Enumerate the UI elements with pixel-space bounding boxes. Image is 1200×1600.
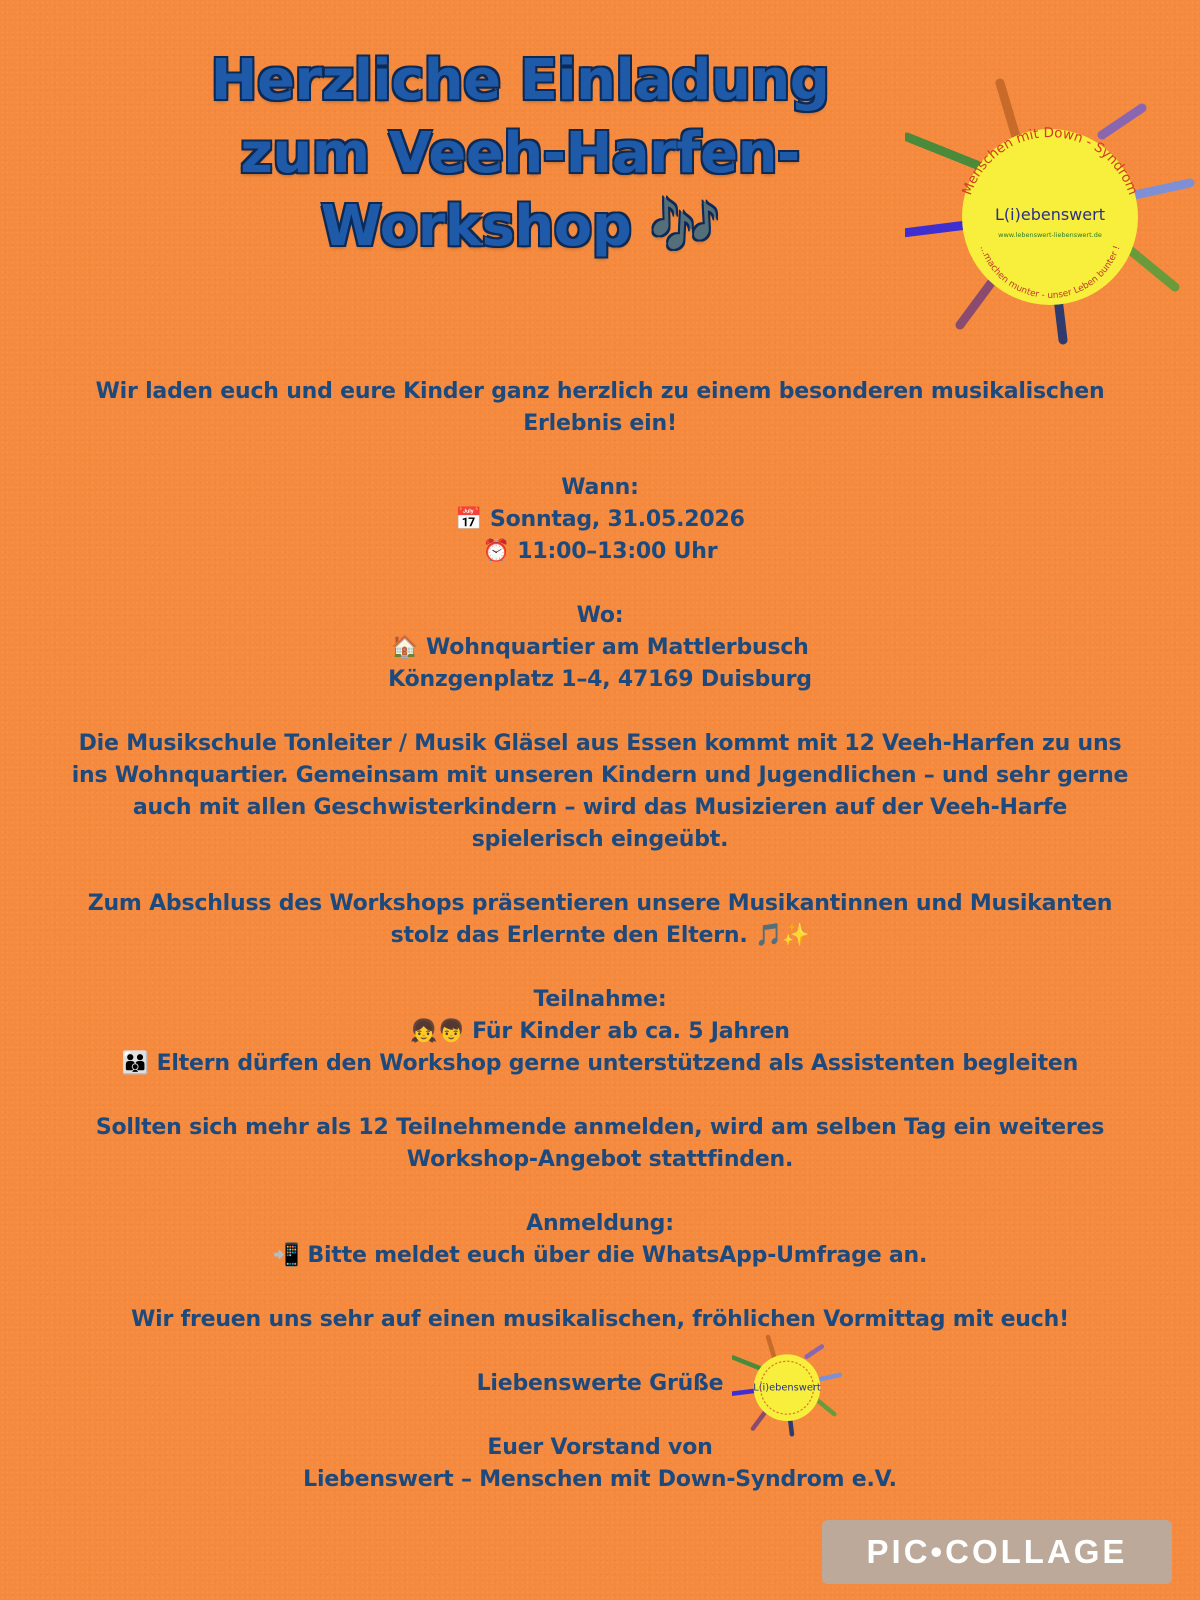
event-date: Sonntag, 31.05.2026: [489, 507, 745, 532]
alarm-clock-icon: ⏰: [482, 539, 510, 564]
farewell-paragraph: [40, 1304, 1160, 1336]
where-heading: Wo:: [576, 603, 624, 628]
extra-line-2: Workshop-Angebot stattfinden.: [406, 1147, 794, 1172]
description-line-1: Die Musikschule Tonleiter / Musik Gläsel aus Essen kommt mit 12 Veeh-Harfen zu uns: [78, 731, 1122, 756]
page-title: [150, 44, 890, 263]
logo-url: www.lebenswert-liebenswert.de: [998, 231, 1102, 239]
title-line-2: zum Veeh-Harfen-: [240, 121, 800, 186]
closing-line-1: Zum Abschluss des Workshops präsentieren unsere Musikantinnen und Musikanten: [87, 891, 1113, 916]
event-place: Wohnquartier am Mattlerbusch: [426, 635, 809, 660]
extra-paragraph: [40, 1112, 1160, 1176]
family-icon: 👪: [121, 1051, 150, 1076]
piccollage-watermark: PIC•COLLAGE: [822, 1520, 1172, 1584]
description-line-3: auch mit allen Geschwisterkindern – wird das Musizieren auf der Veeh-Harfe: [132, 795, 1068, 820]
closing-paragraph: [40, 888, 1160, 952]
event-time: 11:00–13:00 Uhr: [517, 539, 718, 564]
title-line-3: Workshop 🎶: [320, 194, 720, 259]
signature: [40, 1432, 1160, 1496]
when-section: [40, 472, 1160, 568]
house-icon: 🏠: [391, 635, 419, 660]
logo-name: L(i)ebenswert: [995, 205, 1105, 224]
intro-line-1: Wir laden euch und eure Kinder ganz herzlich zu einem besonderen musikalischen: [95, 379, 1105, 404]
intro-paragraph: [40, 376, 1160, 440]
small-logo-name: L(i)ebenswert: [753, 1382, 821, 1394]
description-line-2: ins Wohnquartier. Gemeinsam mit unseren Kindern und Jugendlichen – und sehr gerne: [71, 763, 1129, 788]
when-heading: Wann:: [561, 475, 639, 500]
liebenswert-sun-logo: [905, 75, 1195, 350]
intro-line-2: Erlebnis ein!: [523, 411, 677, 436]
invitation-body: [40, 376, 1160, 1528]
calendar-icon: 📅: [455, 507, 483, 532]
participation-kids: Für Kinder ab ca. 5 Jahren: [472, 1019, 790, 1044]
logo-arc-bottom-text: ...machen munter - unser Leben bunter !: [977, 244, 1123, 302]
extra-line-1: Sollten sich mehr als 12 Teilnehmende anmelden, wird am selben Tag ein weiteres: [95, 1115, 1105, 1140]
participation-section: [40, 984, 1160, 1080]
music-sparkles-icon: 🎵✨: [754, 923, 810, 948]
signature-line-1: Euer Vorstand von: [487, 1435, 713, 1460]
registration-heading: Anmeldung:: [526, 1211, 674, 1236]
liebenswert-sun-logo-small: [732, 1334, 842, 1438]
participation-parents: Eltern dürfen den Workshop gerne unterstützend als Assistenten begleiten: [156, 1051, 1079, 1076]
logo-arc-top-text: Menschen mit Down - Syndrom: [959, 124, 1141, 198]
phone-arrow-icon: 📲: [272, 1243, 301, 1268]
participation-heading: Teilnahme:: [533, 987, 667, 1012]
registration-text: Bitte meldet euch über die WhatsApp-Umfrage an.: [307, 1243, 928, 1268]
title-line-1: Herzliche Einladung: [210, 48, 830, 113]
greeting-paragraph: [40, 1368, 1160, 1400]
description-paragraph: [40, 728, 1160, 856]
farewell-text: Wir freuen uns sehr auf einen musikalischen, fröhlichen Vormittag mit euch!: [131, 1307, 1069, 1332]
registration-section: [40, 1208, 1160, 1272]
greeting-text: Liebenswerte Grüße: [476, 1371, 724, 1396]
children-icon: 👧👦: [410, 1019, 465, 1044]
event-address: Könzgenplatz 1–4, 47169 Duisburg: [388, 667, 812, 692]
where-section: [40, 600, 1160, 696]
signature-line-2: Liebenswert – Menschen mit Down-Syndrom e.V.: [303, 1467, 897, 1492]
description-line-4: spielerisch eingeübt.: [471, 827, 729, 852]
closing-line-2: stolz das Erlernte den Eltern.: [390, 923, 748, 948]
